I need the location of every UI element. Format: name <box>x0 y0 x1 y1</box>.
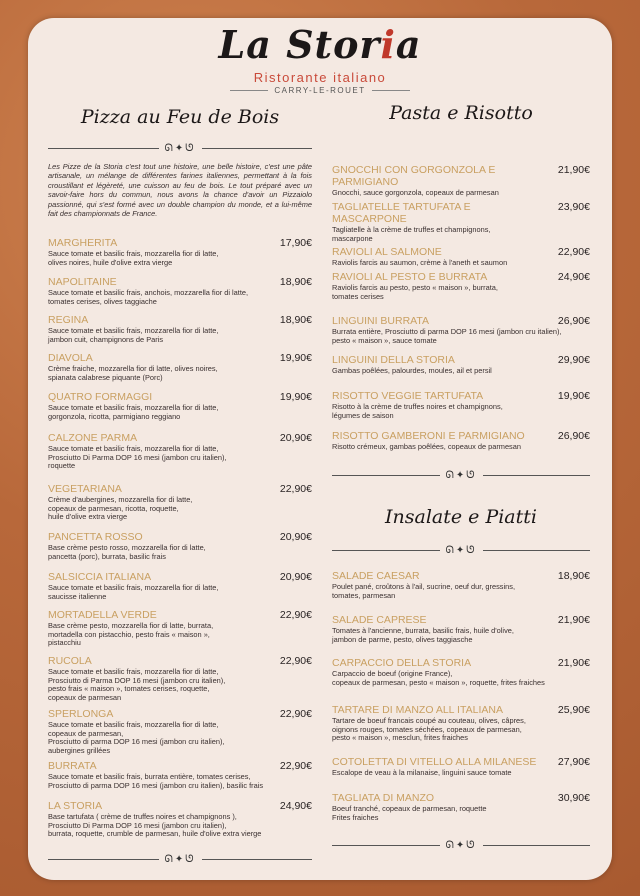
item-description: Sauce tomate et basilic frais, mozzarella fior di latte, gorgonzola, ricotta, parmigiano reggiano <box>48 403 219 421</box>
item-name: PANCETTA ROSSO <box>48 531 143 543</box>
item-name: RAVIOLI AL SALMONE <box>332 246 442 258</box>
item-description: Sauce tomate et basilic frais, mozzarella fior di latte, olives noires, huile d'olive extra vierge <box>48 249 219 267</box>
item-description: Tartare de boeuf francais coupé au couteau, olives, câpres, oignons rouges, tomates séchées, copeaux de parmesan, pesto « maison », mesclun, frites fraiches <box>332 716 526 743</box>
item-price: 22,90€ <box>557 246 590 258</box>
item-name: COTOLETTA DI VITELLO ALLA MILANESE <box>332 756 537 768</box>
menu-item <box>48 237 312 267</box>
item-price: 22,90€ <box>279 760 312 772</box>
item-price: 22,90€ <box>279 483 312 495</box>
item-price: 19,90€ <box>279 391 312 403</box>
item-name: CALZONE PARMA <box>48 432 138 444</box>
menu-item <box>332 430 590 452</box>
item-name: RUCOLA <box>48 655 92 667</box>
menu-item <box>48 352 312 382</box>
menu-item <box>48 531 312 561</box>
section-title-pizza: Pizza au Feu de Bois <box>80 106 280 128</box>
item-name: VEGETARIANA <box>48 483 122 495</box>
item-price: 30,90€ <box>557 792 590 804</box>
menu-item <box>48 800 312 839</box>
item-price: 18,90€ <box>557 570 590 582</box>
menu-item <box>332 315 590 345</box>
item-price: 20,90€ <box>279 432 312 444</box>
item-name: RISOTTO GAMBERONI E PARMIGIANO <box>332 430 525 442</box>
item-price: 26,90€ <box>557 315 590 327</box>
menu-item <box>48 708 312 755</box>
item-price: 17,90€ <box>279 237 312 249</box>
item-description: Risotto crémeux, gambas poêlées, copeaux de parmesan <box>332 442 521 451</box>
menu-item <box>48 760 312 790</box>
item-name: SALADE CAESAR <box>332 570 420 582</box>
item-name: LINGUINI DELLA STORIA <box>332 354 455 366</box>
item-name: LINGUINI BURRATA <box>332 315 430 327</box>
item-description: Sauce tomate et basilic frais, burrata entière, tomates cerises, Prosciutto di parma DOP 16 mesi (jambon cru italien), basilic frais <box>48 772 264 790</box>
menu-item <box>48 655 312 702</box>
menu-item <box>332 756 590 778</box>
item-description: Sauce tomate et basilic frais, mozzarella fior di latte, copeaux de parmesan, Prosciutto di parma DOP 16 mesi (jambon cru italien), aubergines grillées <box>48 720 225 755</box>
menu-item <box>332 792 590 822</box>
item-description: Poulet pané, croûtons à l'ail, sucrine, oeuf dur, gressins, tomates, parmesan <box>332 582 515 600</box>
menu-item <box>48 483 312 522</box>
menu-item <box>332 657 590 687</box>
menu-item <box>48 609 312 648</box>
menu-item <box>332 271 590 301</box>
ornament-divider <box>332 470 590 480</box>
item-name: CARPACCIO DELLA STORIA <box>332 657 472 669</box>
item-description: Sauce tomate et basilic frais, mozzarella fior di latte, Prosciutto di Parma DOP 16 mesi (jambon cru italien), pesto frais « maison », tomates cerises, roquette, copeaux de parmesan <box>48 667 226 702</box>
item-description: Crème fraiche, mozzarella fior di latte, olives noires, spianata calabrese piquante (Porc) <box>48 364 218 382</box>
menu-item <box>332 614 590 644</box>
logo-city: CARRY-LE-ROUET <box>0 86 640 95</box>
item-price: 20,90€ <box>279 571 312 583</box>
item-price: 22,90€ <box>279 708 312 720</box>
menu-item <box>48 432 312 471</box>
item-description: Sauce tomate et basilic frais, anchois, mozzarella fior di latte, tomates cerises, olives taggiache <box>48 288 249 306</box>
item-name: MARGHERITA <box>48 237 118 249</box>
item-price: 24,90€ <box>279 800 312 812</box>
menu-item <box>332 390 590 420</box>
item-description: Base crème pesto, mozzarella fior di latte, burrata, mortadella con pistacchio, pesto frais « maison », pistacchiu <box>48 621 214 648</box>
item-description: Tomates à l'ancienne, burrata, basilic frais, huile d'olive, jambon de parme, pesto, olives taggiasche <box>332 626 514 644</box>
item-description: Risotto à la crème de truffes noires et champignons, légumes de saison <box>332 402 503 420</box>
item-name: QUATRO FORMAGGI <box>48 391 153 403</box>
item-name: TARTARE DI MANZO ALL ITALIANA <box>332 704 503 716</box>
menu-item <box>48 276 312 306</box>
item-description: Burrata entière, Prosciutto di parma DOP 16 mesi (jambon cru italien), pesto « maison », sauce tomate <box>332 327 562 345</box>
item-description: Tagliatelle à la crème de truffes et champignons, mascarpone <box>332 225 491 243</box>
item-price: 19,90€ <box>557 390 590 402</box>
item-name: SALADE CAPRESE <box>332 614 427 626</box>
item-name: RAVIOLI AL PESTO E BURRATA <box>332 271 488 283</box>
item-description: Gnocchi, sauce gorgonzola, copeaux de parmesan <box>332 188 499 197</box>
ornament-icon: ᘏ✦ᘎ <box>164 853 196 865</box>
item-name: RISOTTO VEGGIE TARTUFATA <box>332 390 484 402</box>
item-price: 19,90€ <box>279 352 312 364</box>
item-price: 24,90€ <box>557 271 590 283</box>
item-description: Sauce tomate et basilic frais, mozzarella fior di latte, saucisse italienne <box>48 583 219 601</box>
menu-item <box>332 246 590 268</box>
item-price: 26,90€ <box>557 430 590 442</box>
item-price: 29,90€ <box>557 354 590 366</box>
item-name: NAPOLITAINE <box>48 276 117 288</box>
menu-item <box>332 164 590 198</box>
item-name: SALSICCIA ITALIANA <box>48 571 152 583</box>
item-name: LA STORIA <box>48 800 103 812</box>
item-description: Escalope de veau à la milanaise, linguini sauce tomate <box>332 768 512 777</box>
item-name: TAGLIATA DI MANZO <box>332 792 435 804</box>
item-name: REGINA <box>48 314 89 326</box>
item-description: Crème d'aubergines, mozzarella fior di latte, copeaux de parmesan, ricotta, roquette, huile d'olive extra vierge <box>48 495 193 522</box>
item-description: Raviolis farcis au pesto, pesto « maison », burrata, tomates cerises <box>332 283 498 301</box>
item-description: Base tartufata ( crème de truffes noires et champignons ), Prosciutto Di Parma DOP 16 mesi (jambon cru italien), burrata, roquette, crumble de parmesan, huile d'olive extra vierge <box>48 812 262 839</box>
pizza-intro: Les Pizze de la Storia c'est tout une histoire, une belle histoire, c'est une pâte artisanale, un mélange de différentes farines italiennes, permettant à la fois croustillant et légèreté, une cuisson au feu de bois. Le tout préparé avec un savoir-faire hors du commun, nous avons la chance d'avoir un Pizzaiolo passionné, qui s'est formé avec un double champion du monde, et a lui-même fait des championnats de France. <box>48 162 312 219</box>
menu-item <box>48 571 312 601</box>
item-price: 22,90€ <box>279 609 312 621</box>
item-price: 23,90€ <box>557 201 590 213</box>
ornament-icon: ᘏ✦ᘎ <box>445 839 477 851</box>
section-title-pasta: Pasta e Risotto <box>389 102 533 124</box>
logo: La Storia <box>218 22 422 67</box>
item-price: 27,90€ <box>557 756 590 768</box>
item-name: BURRATA <box>48 760 97 772</box>
menu-item <box>48 314 312 344</box>
menu-item <box>332 201 590 243</box>
section-title-insalate: Insalate e Piatti <box>385 506 537 528</box>
item-description: Sauce tomate et basilic frais, mozzarella fior di latte, Prosciutto Di Parma DOP 16 mesi (jambon cru italien), roquette <box>48 444 227 471</box>
item-price: 22,90€ <box>279 655 312 667</box>
item-description: Gambas poêlées, palourdes, moules, ail et persil <box>332 366 492 375</box>
ornament-icon: ᘏ✦ᘎ <box>445 544 477 556</box>
ornament-divider <box>48 143 312 153</box>
item-price: 21,90€ <box>557 614 590 626</box>
item-description: Sauce tomate et basilic frais, mozzarella fior di latte, jambon cuit, champignons de Paris <box>48 326 219 344</box>
item-price: 21,90€ <box>557 657 590 669</box>
item-name: MORTADELLA VERDE <box>48 609 157 621</box>
item-price: 25,90€ <box>557 704 590 716</box>
ornament-divider <box>48 854 312 864</box>
item-description: Boeuf tranché, copeaux de parmesan, roquette Frites fraiches <box>332 804 487 822</box>
item-name: GNOCCHI CON GORGONZOLA E PARMIGIANO <box>332 164 496 188</box>
item-name: SPERLONGA <box>48 708 114 720</box>
item-name: DIAVOLA <box>48 352 93 364</box>
item-name: TAGLIATELLE TARTUFATA E MASCARPONE <box>332 201 471 225</box>
logo-subtitle: Ristorante italiano <box>253 70 387 85</box>
ornament-icon: ᘏ✦ᘎ <box>445 469 477 481</box>
item-price: 18,90€ <box>279 314 312 326</box>
item-price: 20,90€ <box>279 531 312 543</box>
ornament-divider <box>332 545 590 555</box>
menu-item <box>48 391 312 421</box>
menu-item <box>332 704 590 743</box>
ornament-icon: ᘏ✦ᘎ <box>164 142 196 154</box>
item-description: Base crème pesto rosso, mozzarella fior di latte, pancetta (porc), burrata, basilic frais <box>48 543 206 561</box>
ornament-divider <box>332 840 590 850</box>
menu-item <box>332 570 590 600</box>
item-price: 18,90€ <box>279 276 312 288</box>
menu-item <box>332 354 590 376</box>
item-price: 21,90€ <box>557 164 590 176</box>
item-description: Raviolis farcis au saumon, crème à l'aneth et saumon <box>332 258 508 267</box>
item-description: Carpaccio de boeuf (origine France), copeaux de parmesan, pesto « maison », roquette, frites fraiches <box>332 669 545 687</box>
